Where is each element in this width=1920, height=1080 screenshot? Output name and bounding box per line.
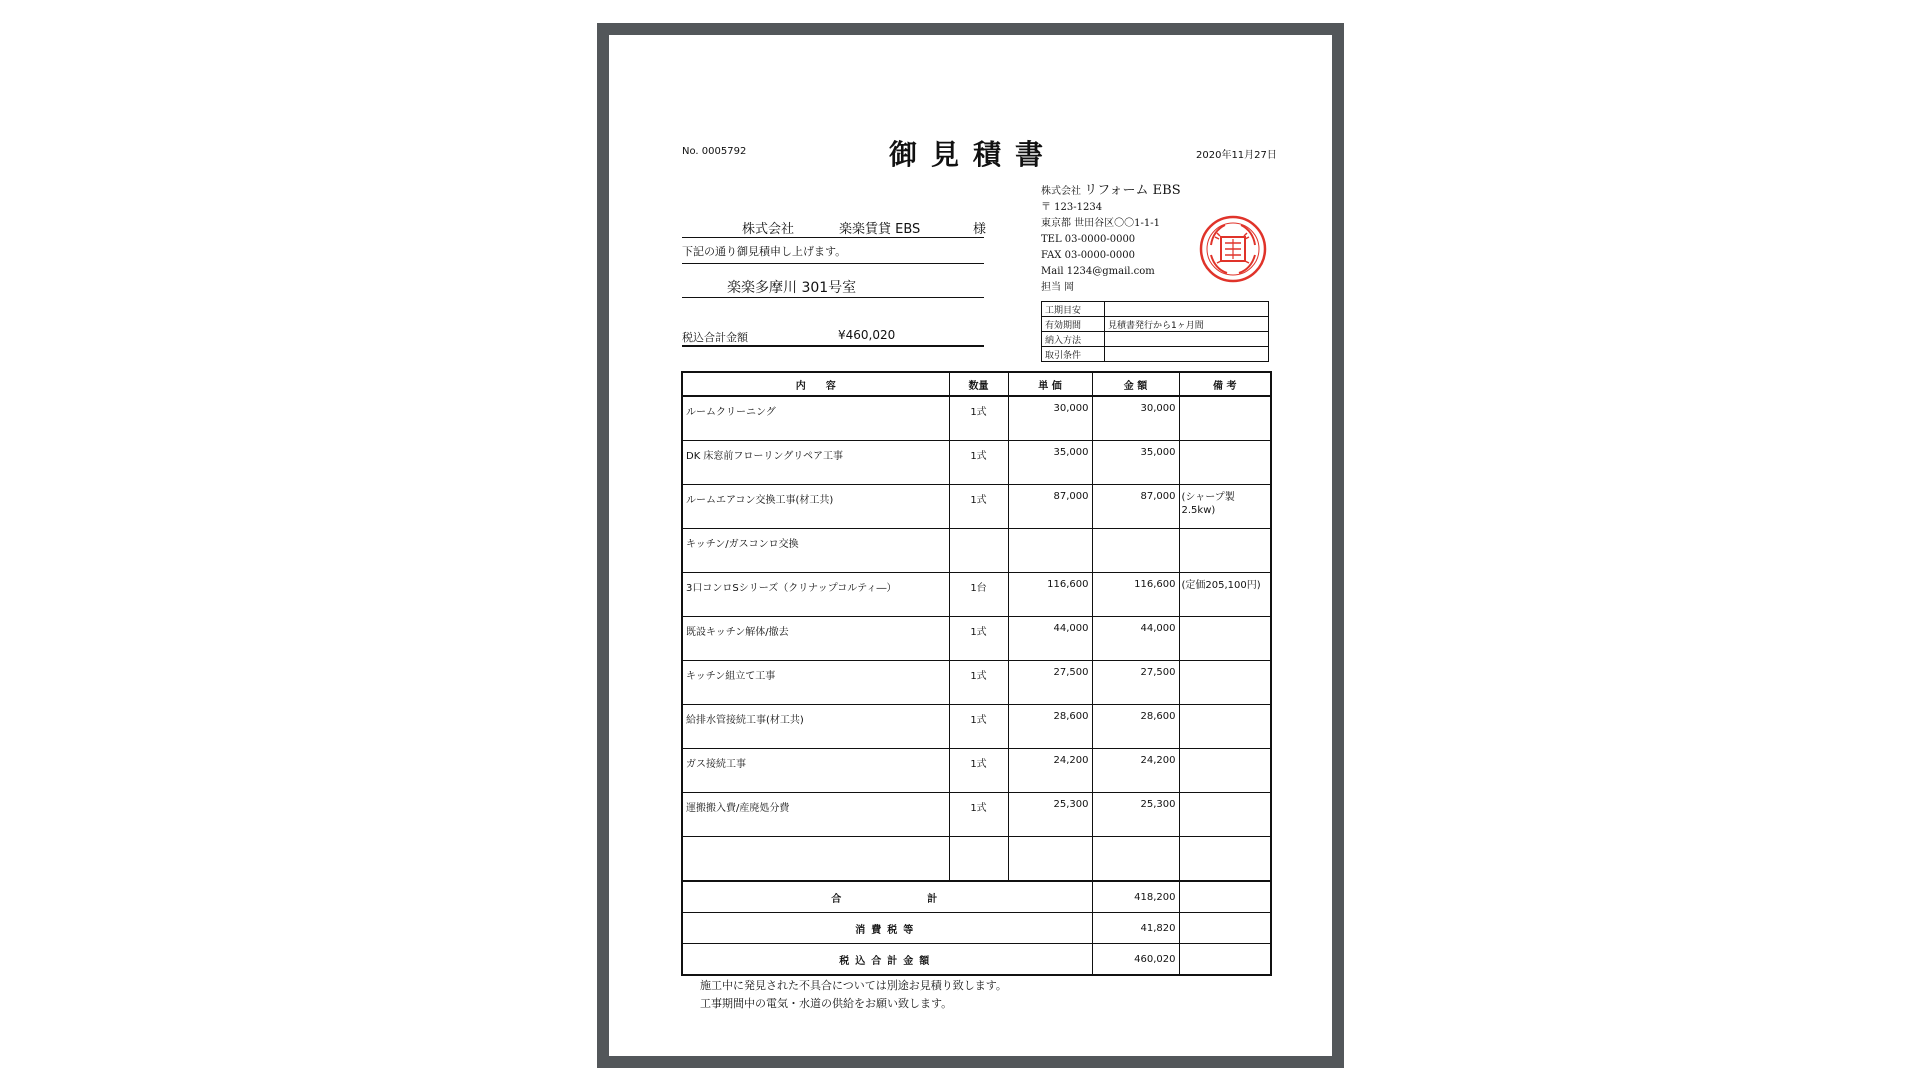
client-honorific: 様 <box>973 222 987 237</box>
item-content: キッチン組立て工事 <box>682 661 949 705</box>
issuer-tel: TEL 03-0000-0000 <box>1041 234 1136 245</box>
item-amount: 27,500 <box>1092 661 1179 705</box>
item-content: ルームエアコン交換工事(材工共) <box>682 485 949 529</box>
issuer-person: 担当 岡 <box>1041 282 1075 293</box>
table-row <box>682 793 1271 837</box>
item-note: (定価205,100円) <box>1179 573 1271 617</box>
issuer-address: 東京都 世田谷区〇〇1-1-1 <box>1041 218 1161 229</box>
document-viewer-frame <box>597 23 1344 1068</box>
item-qty: 1台 <box>949 573 1008 617</box>
site-name: 楽楽多摩川 301号室 <box>727 280 857 296</box>
summary-row <box>682 913 1271 944</box>
table-row <box>682 661 1271 705</box>
issuer-company-prefix: 株式会社 <box>1041 186 1081 197</box>
item-unit-price: 28,600 <box>1008 705 1092 749</box>
item-note <box>1179 441 1271 485</box>
item-unit-price: 87,000 <box>1008 485 1092 529</box>
terms-value: 見積書発行から1ヶ月間 <box>1105 317 1269 332</box>
terms-value <box>1105 347 1269 362</box>
header-qty: 数量 <box>949 372 1008 396</box>
summary-note <box>1179 913 1271 944</box>
table-row <box>682 837 1271 882</box>
table-row <box>682 705 1271 749</box>
item-note: (シャープ製 2.5kw) <box>1179 485 1271 529</box>
item-qty: 1式 <box>949 441 1008 485</box>
item-amount: 116,600 <box>1092 573 1179 617</box>
item-qty: 1式 <box>949 705 1008 749</box>
issuer-postal: 〒 123-1234 <box>1041 202 1103 213</box>
total-value: ¥460,020 <box>838 328 896 342</box>
item-unit-price: 24,200 <box>1008 749 1092 793</box>
estimate-page <box>609 35 1332 1056</box>
summary-note <box>1179 944 1271 976</box>
issuer-company-name: リフォーム EBS <box>1084 183 1181 198</box>
item-content: 給排水管接続工事(材工共) <box>682 705 949 749</box>
client-company-name: 楽楽賃貸 EBS <box>839 222 921 237</box>
item-note <box>1179 837 1271 882</box>
summary-value: 418,200 <box>1092 881 1179 913</box>
summary-value: 460,020 <box>1092 944 1179 976</box>
terms-row <box>1042 302 1269 317</box>
estimate-items-table <box>681 371 1272 976</box>
document-title: 御見積書 <box>889 138 1058 171</box>
document-date: 2020年11月27日 <box>1196 150 1277 161</box>
table-row <box>682 396 1271 441</box>
intro-text: 下記の通り御見積申し上げます。 <box>682 243 984 264</box>
terms-key: 納入方法 <box>1042 332 1105 347</box>
item-amount: 30,000 <box>1092 396 1179 441</box>
table-header-row <box>682 372 1271 396</box>
item-content: キッチン/ガスコンロ交換 <box>682 529 949 573</box>
total-amount-line <box>682 327 984 347</box>
item-amount: 24,200 <box>1092 749 1179 793</box>
table-row <box>682 485 1271 529</box>
table-row <box>682 573 1271 617</box>
item-amount: 28,600 <box>1092 705 1179 749</box>
item-amount: 87,000 <box>1092 485 1179 529</box>
item-content: 3口コンロSシリーズ（クリナップコルティ―） <box>682 573 949 617</box>
item-amount <box>1092 837 1179 882</box>
item-amount: 25,300 <box>1092 793 1179 837</box>
item-content: ガス接続工事 <box>682 749 949 793</box>
terms-value <box>1105 302 1269 317</box>
table-row <box>682 441 1271 485</box>
table-row <box>682 529 1271 573</box>
item-note <box>1179 617 1271 661</box>
table-row <box>682 617 1271 661</box>
header-content: 内 容 <box>682 372 949 396</box>
item-amount: 44,000 <box>1092 617 1179 661</box>
header-note: 備 考 <box>1179 372 1271 396</box>
item-content: ルームクリーニング <box>682 396 949 441</box>
issuer-company <box>1041 183 1181 200</box>
footnote-line: 工事期間中の電気・水道の供給をお願い致します。 <box>700 997 953 1010</box>
summary-label: 税込合計金額 <box>682 944 1092 976</box>
summary-value: 41,820 <box>1092 913 1179 944</box>
summary-label: 合 計 <box>682 881 1092 913</box>
summary-row <box>682 881 1271 913</box>
item-content: 運搬搬入費/産廃処分費 <box>682 793 949 837</box>
issuer-block <box>1041 183 1181 296</box>
item-note <box>1179 529 1271 573</box>
company-seal-icon <box>1199 215 1267 283</box>
terms-key: 取引条件 <box>1042 347 1105 362</box>
item-note <box>1179 705 1271 749</box>
client-name-line <box>682 215 987 238</box>
item-note <box>1179 793 1271 837</box>
item-amount <box>1092 529 1179 573</box>
terms-key: 有効期間 <box>1042 317 1105 332</box>
summary-note <box>1179 881 1271 913</box>
item-qty <box>949 529 1008 573</box>
item-content: DK 床窓前フローリングリペア工事 <box>682 441 949 485</box>
item-unit-price: 44,000 <box>1008 617 1092 661</box>
footnote-line: 施工中に発見された不具合については別途お見積り致します。 <box>700 979 1007 992</box>
item-note <box>1179 396 1271 441</box>
item-qty: 1式 <box>949 793 1008 837</box>
terms-key: 工期目安 <box>1042 302 1105 317</box>
item-qty: 1式 <box>949 617 1008 661</box>
client-company-prefix: 株式会社 <box>742 222 795 237</box>
item-unit-price: 116,600 <box>1008 573 1092 617</box>
item-unit-price: 35,000 <box>1008 441 1092 485</box>
item-qty: 1式 <box>949 661 1008 705</box>
terms-row <box>1042 332 1269 347</box>
item-unit-price <box>1008 837 1092 882</box>
item-qty: 1式 <box>949 396 1008 441</box>
item-content <box>682 837 949 882</box>
item-unit-price: 30,000 <box>1008 396 1092 441</box>
item-unit-price <box>1008 529 1092 573</box>
item-qty: 1式 <box>949 485 1008 529</box>
item-content: 既設キッチン解体/撤去 <box>682 617 949 661</box>
total-label: 税込合計金額 <box>682 331 748 344</box>
terms-value <box>1105 332 1269 347</box>
item-amount: 35,000 <box>1092 441 1179 485</box>
issuer-fax: FAX 03-0000-0000 <box>1041 250 1135 261</box>
issuer-mail: Mail 1234@gmail.com <box>1041 266 1155 277</box>
table-row <box>682 749 1271 793</box>
summary-row <box>682 944 1271 976</box>
terms-row <box>1042 347 1269 362</box>
site-name-line <box>682 275 984 298</box>
item-note <box>1179 661 1271 705</box>
item-unit-price: 27,500 <box>1008 661 1092 705</box>
item-qty <box>949 837 1008 882</box>
header-amount: 金 額 <box>1092 372 1179 396</box>
summary-label: 消費税等 <box>682 913 1092 944</box>
footnotes <box>700 977 1007 1013</box>
terms-table <box>1041 301 1269 362</box>
item-unit-price: 25,300 <box>1008 793 1092 837</box>
header-unit-price: 単 価 <box>1008 372 1092 396</box>
item-note <box>1179 749 1271 793</box>
item-qty: 1式 <box>949 749 1008 793</box>
terms-row <box>1042 317 1269 332</box>
document-number: No. 0005792 <box>682 146 747 157</box>
